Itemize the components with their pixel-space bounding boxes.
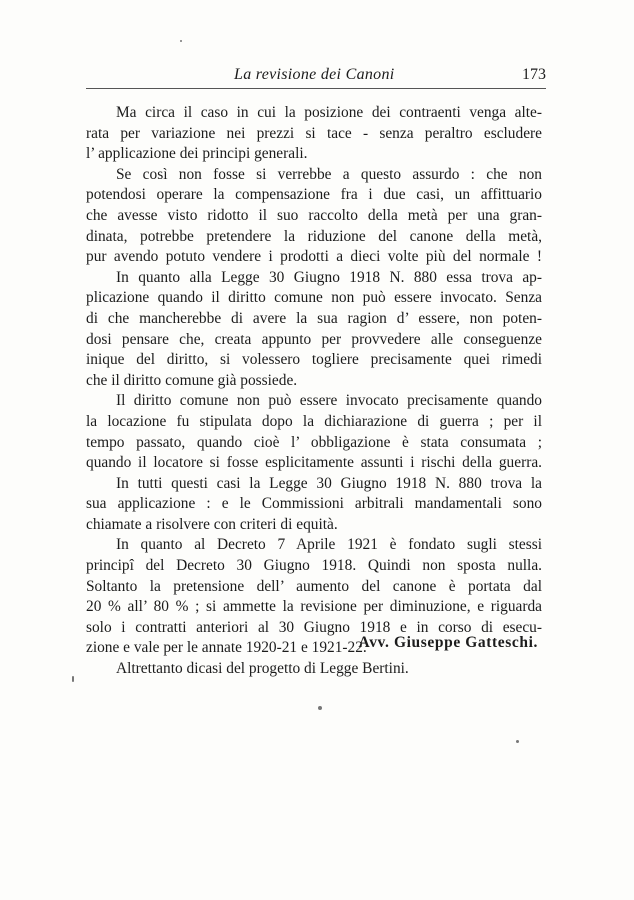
text-line: solo i contratti anteriori al 30 Giugno 1918 e in corso di esecu- bbox=[86, 618, 542, 636]
text-line: Altrettanto dicasi del progetto di Legge Bertini. bbox=[116, 660, 409, 678]
page-number: 173 bbox=[522, 66, 546, 83]
text-line: quando il locatore si fosse esplicitamente assunti i rischi della guerra. bbox=[86, 454, 542, 472]
paper-speck bbox=[318, 706, 322, 710]
text-line: Il diritto comune non può essere invocato precisamente quando bbox=[116, 392, 542, 410]
text-line: In quanto alla Legge 30 Giugno 1918 N. 880 essa trova ap- bbox=[116, 268, 542, 286]
text-line: potendosi operare la compensazione fra i due casi, un affittuario bbox=[86, 186, 542, 204]
text-line: tempo passato, quando cioè l’ obbligazione è stata consumata ; bbox=[86, 433, 542, 451]
text-line: In quanto al Decreto 7 Aprile 1921 è fondato sugli stessi bbox=[116, 536, 542, 554]
text-line: pur avendo potuto vendere i prodotti a dieci volte più del normale ! bbox=[86, 248, 542, 266]
paper-speck bbox=[516, 740, 519, 743]
text-line: Ma circa il caso in cui la posizione dei contraenti venga alte- bbox=[116, 104, 542, 121]
text-line: Soltanto la pretensione dell’ aumento del canone è portata dal bbox=[86, 577, 542, 595]
text-line: dinata, potrebbe pretendere la riduzione del canone della metà, bbox=[86, 227, 542, 245]
text-line: dosi pensare che, creata appunto per provvedere alle conseguenze bbox=[86, 330, 542, 348]
text-line: principî del Decreto 30 Giugno 1918. Quindi non sposta nulla. bbox=[86, 557, 542, 575]
running-header bbox=[86, 66, 546, 90]
text-line: In tutti questi casi la Legge 30 Giugno 1918 N. 880 trova la bbox=[116, 474, 542, 492]
paper-speck bbox=[180, 40, 182, 42]
body-text bbox=[86, 103, 542, 680]
text-line: Se così non fosse si verrebbe a questo assurdo : che non bbox=[116, 165, 542, 183]
text-line: 20 % all’ 80 % ; si ammette la revisione per diminuzione, e riguarda bbox=[86, 598, 542, 616]
paper-speck bbox=[72, 676, 74, 682]
text-line: che il diritto comune già possiede. bbox=[86, 371, 298, 389]
text-line: l’ applicazione dei principi generali. bbox=[86, 145, 308, 163]
running-header-title: La revisione dei Canoni bbox=[234, 66, 395, 83]
text-line: rata per variazione nei prezzi si tace - senza peraltro escludere bbox=[86, 124, 542, 142]
author-signature: Avv. Giuseppe Gatteschi. bbox=[358, 634, 538, 651]
text-line: sua applicazione : e le Commissioni arbitrali mandamentali sono bbox=[86, 495, 542, 513]
text-line: plicazione quando il diritto comune non può essere invocato. Senza bbox=[86, 289, 542, 307]
text-line: zione e vale per le annate 1920-21 e 1921-22. bbox=[86, 639, 367, 657]
text-line: chiamate a risolvere con criteri di equità. bbox=[86, 515, 338, 533]
text-line: inique del diritto, si volessero togliere precisamente quei rimedi bbox=[86, 351, 542, 369]
text-line: che avesse visto ridotto il suo raccolto della metà per una gran- bbox=[86, 206, 542, 224]
header-rule bbox=[86, 88, 546, 89]
text-line: di che mancherebbe di avere la sua ragion d’ essere, non poten- bbox=[86, 309, 542, 327]
text-line: la locazione fu stipulata dopo la dichiarazione di guerra ; per il bbox=[86, 412, 542, 430]
